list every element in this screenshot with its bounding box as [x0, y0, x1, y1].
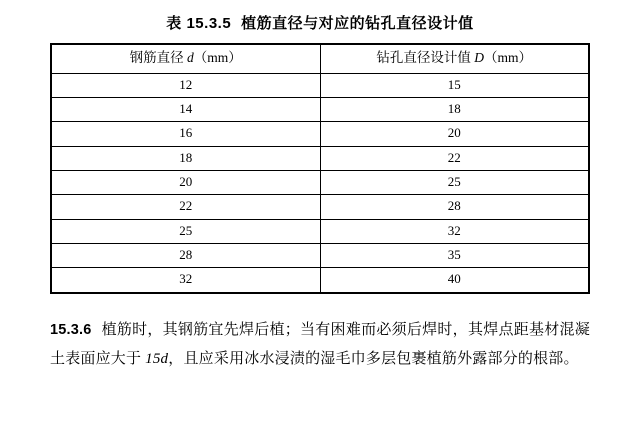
rebar-drill-diameter-table: [50, 43, 590, 294]
table-header-row: [51, 44, 589, 73]
cell-bar-diameter: 20: [51, 171, 320, 195]
cell-hole-diameter: 18: [320, 98, 589, 122]
table-row: [51, 146, 589, 170]
column-header-hole-diameter-prefix: 钻孔直径设计值: [376, 50, 475, 65]
cell-hole-diameter: 15: [320, 73, 589, 97]
cell-hole-diameter: 40: [320, 268, 589, 293]
clause-text-part2: ，且应采用冰水浸渍的湿毛巾多层包裹植筋外露部分的根部。: [168, 350, 579, 367]
cell-bar-diameter: 32: [51, 268, 320, 293]
cell-bar-diameter: 16: [51, 122, 320, 146]
table-row: [51, 98, 589, 122]
column-header-bar-diameter: [51, 44, 320, 73]
cell-hole-diameter: 28: [320, 195, 589, 219]
cell-hole-diameter: 22: [320, 146, 589, 170]
table-caption-text: 植筋直径与对应的钻孔直径设计值: [241, 15, 474, 32]
table-row: [51, 73, 589, 97]
cell-bar-diameter: 22: [51, 195, 320, 219]
cell-bar-diameter: 12: [51, 73, 320, 97]
cell-hole-diameter: 25: [320, 171, 589, 195]
column-header-bar-diameter-symbol: d: [187, 50, 194, 65]
table-row: [51, 219, 589, 243]
table-caption-number: 表 15.3.5: [166, 15, 232, 32]
clause-number: 15.3.6: [50, 321, 92, 338]
cell-hole-diameter: 35: [320, 243, 589, 267]
table-row: [51, 243, 589, 267]
column-header-bar-diameter-suffix: （mm）: [193, 50, 242, 65]
document-page: [0, 12, 640, 444]
clause-paragraph: [50, 316, 590, 375]
column-header-hole-diameter-symbol: D: [474, 50, 485, 65]
table-caption: [0, 12, 640, 33]
cell-bar-diameter: 14: [51, 98, 320, 122]
table-row: [51, 268, 589, 293]
column-header-hole-diameter-suffix: （mm）: [484, 50, 533, 65]
table-row: [51, 122, 589, 146]
table-row: [51, 171, 589, 195]
column-header-hole-diameter: [320, 44, 589, 73]
table-row: [51, 195, 589, 219]
cell-bar-diameter: 18: [51, 146, 320, 170]
cell-hole-diameter: 32: [320, 219, 589, 243]
column-header-bar-diameter-prefix: 钢筋直径: [129, 50, 188, 65]
table-body: [51, 44, 589, 293]
cell-hole-diameter: 20: [320, 122, 589, 146]
cell-bar-diameter: 25: [51, 219, 320, 243]
cell-bar-diameter: 28: [51, 243, 320, 267]
clause-text-part1: 植筋时，其钢筋宜先焊后植；当有困难而必须后焊时，其焊点距基材混凝土表面应大于: [50, 321, 590, 367]
clause-emphasis: 15d: [145, 350, 169, 367]
